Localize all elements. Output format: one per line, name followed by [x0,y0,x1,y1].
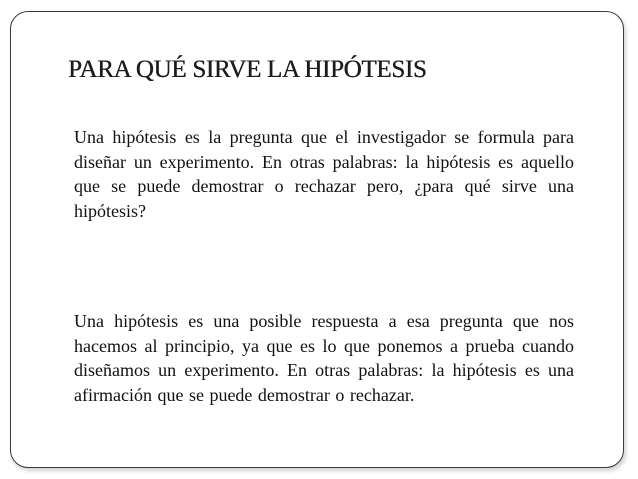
slide-title: PARA QUÉ SIRVE LA HIPÓTESIS [68,56,427,83]
paragraph-1: Una hipótesis es la pregunta que el investigador se formula para diseñar un experimento. En otras palabras: la hipótesis es aquello que se puede demostrar o rechazar pero, ¿para qué sirve una hipótesis? [74,127,574,221]
paragraph-2: Una hipótesis es una posible respuesta a esa pregunta que nos hacemos al principio, ya que es lo que ponemos a prueba cuando diseñamos un experimento. En otras palabras: la hipótesis es una afirmación que se puede demostrar o rechazar. [74,311,574,405]
